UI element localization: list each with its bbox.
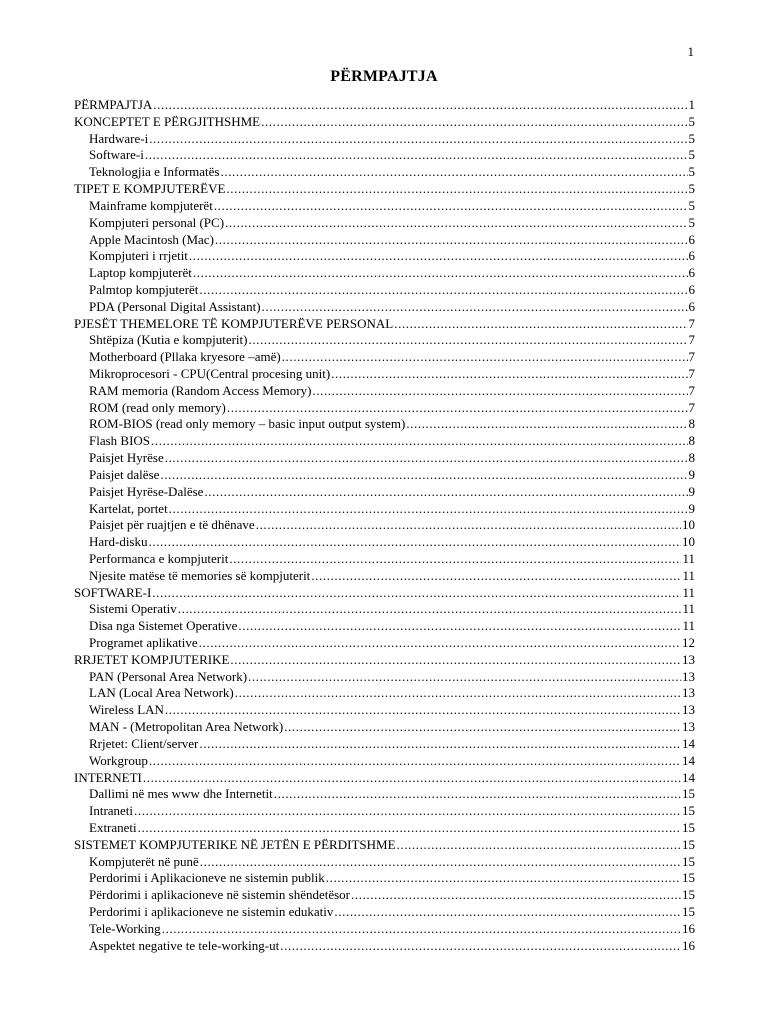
toc-subentry[interactable] — [74, 786, 695, 803]
dot-leader — [149, 753, 681, 770]
toc-entry-page: 13 — [682, 719, 695, 735]
toc-entry-page: 8 — [688, 416, 695, 432]
toc-subentry[interactable] — [74, 551, 695, 568]
dot-leader — [280, 938, 681, 955]
toc-entry-page: 10 — [682, 517, 695, 533]
dot-leader — [153, 97, 687, 114]
toc-subentry[interactable] — [74, 450, 695, 467]
page-number: 1 — [687, 44, 694, 59]
toc-entry-label: Aspektet negative te tele-working-ut — [89, 937, 280, 953]
toc-subentry[interactable] — [74, 147, 695, 164]
toc-entry-page: 7 — [688, 315, 695, 331]
dot-leader — [151, 433, 687, 450]
toc-entry-page: 15 — [682, 904, 695, 919]
toc-entry-page: 15 — [682, 870, 695, 886]
toc-entry-page: 11 — [682, 584, 695, 600]
toc-subentry[interactable] — [74, 803, 695, 820]
toc-entry-page: 5 — [688, 214, 695, 230]
toc-entry-label: Perdorimi i aplikacioneve ne sistemin edukativ — [89, 904, 334, 919]
toc-entry[interactable] — [74, 316, 695, 333]
toc-entry-page: 5 — [688, 197, 695, 213]
toc-entry-page: 5 — [688, 181, 695, 197]
toc-entry-page: 9 — [688, 466, 695, 482]
dot-leader — [262, 299, 688, 316]
dot-leader — [311, 568, 681, 585]
toc-entry-label: PJESËT THEMELORE TË KOMPJUTERËVE PERSONAL — [74, 315, 394, 331]
toc-entry-page: 11 — [682, 618, 695, 634]
toc-entry[interactable] — [74, 97, 695, 114]
toc-entry-page: 13 — [682, 668, 695, 684]
toc-entry-label: LAN (Local Area Network) — [89, 685, 234, 701]
toc-subentry[interactable] — [74, 534, 695, 551]
toc-entry-label: ROM (read only memory) — [89, 399, 226, 415]
toc-entry-label: SOFTWARE-I — [74, 584, 152, 600]
dot-leader — [152, 585, 681, 602]
toc-entry-label: RRJETET KOMPJUTERIKE — [74, 651, 230, 667]
toc-entry-label: Rrjetet: Client/server — [89, 735, 199, 751]
dot-leader — [199, 736, 681, 753]
toc-entry-label: Hardware-i — [89, 130, 149, 146]
toc-subentry[interactable] — [74, 383, 695, 400]
toc-entry[interactable] — [74, 181, 695, 198]
dot-leader — [248, 332, 687, 349]
toc-subentry[interactable] — [74, 416, 695, 433]
toc-entry[interactable] — [74, 837, 695, 854]
toc-subentry[interactable] — [74, 635, 695, 652]
toc-entry-label: Tele-Working — [89, 920, 161, 936]
dot-leader — [256, 517, 681, 534]
toc-entry-label: RAM memoria (Random Access Memory) — [89, 382, 312, 398]
toc-entry-label: Kompjuteri personal (PC) — [89, 214, 225, 230]
toc-entry-page: 7 — [688, 366, 695, 381]
dot-leader — [215, 232, 688, 249]
toc-entry-page: 11 — [682, 567, 695, 583]
dot-leader — [145, 147, 688, 164]
toc-entry-page: 13 — [682, 702, 695, 718]
dot-leader — [397, 837, 681, 854]
toc-entry-page: 13 — [682, 651, 695, 667]
dot-leader — [143, 770, 681, 787]
toc-subentry[interactable] — [74, 568, 695, 585]
toc-entry-page: 5 — [688, 130, 695, 146]
toc-entry[interactable] — [74, 652, 695, 669]
toc-entry-label: Software-i — [89, 147, 144, 163]
page-title: PËRMPAJTJA — [330, 68, 438, 85]
toc-entry-page: 15 — [682, 853, 695, 869]
toc-entry-label: TIPET E KOMPJUTERËVE — [74, 181, 226, 197]
toc-entry-page: 7 — [688, 349, 695, 365]
toc-subentry[interactable] — [74, 299, 695, 316]
toc-entry-page: 14 — [682, 752, 695, 768]
toc-entry-label: Flash BIOS — [89, 433, 151, 449]
dot-leader — [312, 383, 687, 400]
dot-leader — [165, 702, 681, 719]
dot-leader — [229, 551, 681, 568]
toc-subentry[interactable] — [74, 921, 695, 938]
dot-leader — [221, 164, 688, 181]
toc-subentry[interactable] — [74, 904, 695, 921]
toc-subentry[interactable] — [74, 719, 695, 736]
dot-leader — [214, 198, 688, 215]
toc-entry-label: Teknologjia e Informatës — [89, 164, 220, 180]
toc-entry-page: 12 — [682, 635, 695, 650]
toc-entry-page: 7 — [688, 332, 695, 348]
dot-leader — [326, 870, 681, 887]
dot-leader — [406, 416, 687, 433]
toc-entry-label: Palmtop kompjuterët — [89, 281, 199, 297]
toc-entry-page: 6 — [688, 248, 695, 264]
toc-entry-page: 9 — [688, 500, 695, 516]
toc-entry-page: 6 — [688, 265, 695, 281]
toc-entry-label: Extraneti — [89, 819, 137, 835]
toc-entry[interactable] — [74, 770, 695, 787]
dot-leader — [169, 501, 688, 518]
dot-leader — [189, 248, 688, 265]
toc-entry-label: Kompjuteri i rrjetit — [89, 248, 188, 264]
dot-leader — [193, 265, 688, 282]
toc-entry-label: Apple Macintosh (Mac) — [89, 231, 214, 247]
toc-subentry[interactable] — [74, 870, 695, 887]
toc-subentry[interactable] — [74, 685, 695, 702]
toc-entry-label: Workgroup — [89, 752, 148, 768]
toc-entry-page: 15 — [682, 836, 695, 852]
toc-entry[interactable] — [74, 114, 695, 131]
toc-subentry[interactable] — [74, 854, 695, 871]
toc-entry-page: 15 — [682, 786, 695, 802]
dot-leader — [274, 786, 681, 803]
toc-entry[interactable] — [74, 585, 695, 602]
toc-entry-page: 15 — [682, 819, 695, 835]
toc-subentry[interactable] — [74, 669, 695, 686]
toc-entry-label: Motherboard (Pllaka kryesore –amë) — [89, 349, 281, 365]
toc-entry-page: 16 — [682, 937, 695, 953]
dot-leader — [134, 803, 681, 820]
toc-entry-page: 7 — [688, 399, 695, 415]
toc-entry-label: Disa nga Sistemet Operative — [89, 618, 238, 634]
toc-subentry[interactable] — [74, 282, 695, 299]
toc-subentry[interactable] — [74, 501, 695, 518]
toc-entry-page: 1 — [688, 97, 695, 112]
toc-subentry[interactable] — [74, 517, 695, 534]
toc-entry-label: Hard-disku — [89, 534, 148, 550]
dot-leader — [138, 820, 681, 837]
toc-entry-label: Sistemi Operativ — [89, 601, 177, 617]
toc-entry-page: 11 — [682, 601, 695, 617]
toc-entry-label: KONCEPTET E PËRGJITHSHME — [74, 113, 261, 129]
toc-entry-label: ROM-BIOS (read only memory – basic input output system) — [89, 416, 406, 432]
toc-entry-page: 9 — [688, 483, 695, 499]
toc-entry-label: Mikroprocesori - CPU(Central procesing unit) — [89, 366, 331, 381]
toc-entry-page: 5 — [688, 164, 695, 180]
toc-entry-label: PDA (Personal Digital Assistant) — [89, 298, 261, 314]
toc-entry-page: 6 — [688, 281, 695, 297]
toc-entry-label: Perdorimi i Aplikacioneve ne sistemin publik — [89, 870, 325, 886]
dot-leader — [284, 719, 681, 736]
dot-leader — [225, 215, 687, 232]
dot-leader — [160, 467, 687, 484]
dot-leader — [282, 349, 688, 366]
toc-entry-page: 11 — [682, 550, 695, 566]
dot-leader — [149, 534, 682, 551]
toc-entry-page: 6 — [688, 298, 695, 314]
toc-subentry[interactable] — [74, 232, 695, 249]
toc-subentry[interactable] — [74, 601, 695, 618]
dot-leader — [199, 282, 687, 299]
toc-entry-label: Njesite matëse të memories së kompjuterit — [89, 567, 311, 583]
dot-leader — [204, 484, 687, 501]
toc-entry-page: 5 — [688, 113, 695, 129]
toc-entry-label: Shtëpiza (Kutia e kompjuterit) — [89, 332, 248, 348]
dot-leader — [394, 316, 687, 333]
toc-subentry[interactable] — [74, 332, 695, 349]
toc-subentry[interactable] — [74, 753, 695, 770]
dot-leader — [199, 635, 681, 652]
toc-entry-page: 8 — [688, 433, 695, 449]
toc-entry-label: INTERNETI — [74, 769, 142, 785]
toc-entry-label: Paisjet dalëse — [89, 466, 160, 482]
toc-entry-label: Paisjet Hyrëse — [89, 450, 164, 466]
dot-leader — [226, 181, 687, 198]
dot-leader — [162, 921, 681, 938]
toc-subentry[interactable] — [74, 248, 695, 265]
dot-leader — [230, 652, 681, 669]
toc-entry-label: MAN - (Metropolitan Area Network) — [89, 719, 284, 735]
dot-leader — [149, 131, 687, 148]
toc-entry-page: 14 — [682, 735, 695, 751]
toc-subentry[interactable] — [74, 484, 695, 501]
dot-leader — [261, 114, 687, 131]
dot-leader — [235, 685, 681, 702]
toc-subentry[interactable] — [74, 887, 695, 904]
toc-subentry[interactable] — [74, 215, 695, 232]
toc-entry-label: Paisjet Hyrëse-Dalëse — [89, 483, 204, 499]
toc-entry-label: Dallimi në mes www dhe Internetit — [89, 786, 273, 802]
toc-subentry[interactable] — [74, 736, 695, 753]
dot-leader — [178, 601, 682, 618]
dot-leader — [334, 904, 681, 921]
toc-subentry[interactable] — [74, 702, 695, 719]
toc-entry-label: Performanca e kompjuterit — [89, 550, 229, 566]
toc-subentry[interactable] — [74, 366, 695, 383]
toc-entry-page: 15 — [682, 803, 695, 819]
toc-entry-label: SISTEMET KOMPJUTERIKE NË JETËN E PËRDITSHME — [74, 836, 396, 852]
dot-leader — [248, 669, 681, 686]
toc-entry-label: Paisjet për ruajtjen e të dhënave — [89, 517, 255, 533]
toc-subentry[interactable] — [74, 349, 695, 366]
toc-entry-page: 8 — [688, 450, 695, 466]
toc-entry-label: Përdorimi i aplikacioneve në sistemin shëndetësor — [89, 887, 351, 903]
toc-subentry[interactable] — [74, 265, 695, 282]
toc-entry-page: 15 — [682, 887, 695, 903]
toc-subentry[interactable] — [74, 618, 695, 635]
dot-leader — [200, 854, 681, 871]
toc-entry-label: PAN (Personal Area Network) — [89, 668, 248, 684]
toc-subentry[interactable] — [74, 164, 695, 181]
toc-entry-page: 7 — [688, 382, 695, 398]
dot-leader — [165, 450, 688, 467]
table-of-contents — [74, 97, 695, 954]
dot-leader — [227, 400, 688, 417]
toc-entry-page: 10 — [682, 534, 695, 550]
toc-entry-label: Mainframe kompjuterët — [89, 197, 213, 213]
toc-subentry[interactable] — [74, 433, 695, 450]
toc-entry-page: 14 — [682, 769, 695, 785]
dot-leader — [351, 887, 681, 904]
toc-entry-label: Wireless LAN — [89, 702, 164, 718]
toc-entry-page: 13 — [682, 685, 695, 701]
toc-entry-page: 16 — [682, 920, 695, 936]
toc-subentry[interactable] — [74, 467, 695, 484]
toc-subentry[interactable] — [74, 198, 695, 215]
toc-entry-label: Kartelat, portet — [89, 500, 168, 516]
toc-entry-label: PËRMPAJTJA — [74, 97, 153, 112]
toc-entry-label: Kompjuterët në punë — [89, 853, 199, 869]
dot-leader — [238, 618, 681, 635]
toc-entry-label: Laptop kompjuterët — [89, 265, 192, 281]
toc-subentry[interactable] — [74, 820, 695, 837]
toc-entry-label: Programet aplikative — [89, 635, 198, 650]
toc-subentry[interactable] — [74, 400, 695, 417]
toc-subentry[interactable] — [74, 131, 695, 148]
toc-subentry[interactable] — [74, 938, 695, 955]
dot-leader — [331, 366, 687, 383]
toc-entry-page: 5 — [688, 147, 695, 163]
toc-entry-label: Intraneti — [89, 803, 134, 819]
toc-entry-page: 6 — [688, 231, 695, 247]
